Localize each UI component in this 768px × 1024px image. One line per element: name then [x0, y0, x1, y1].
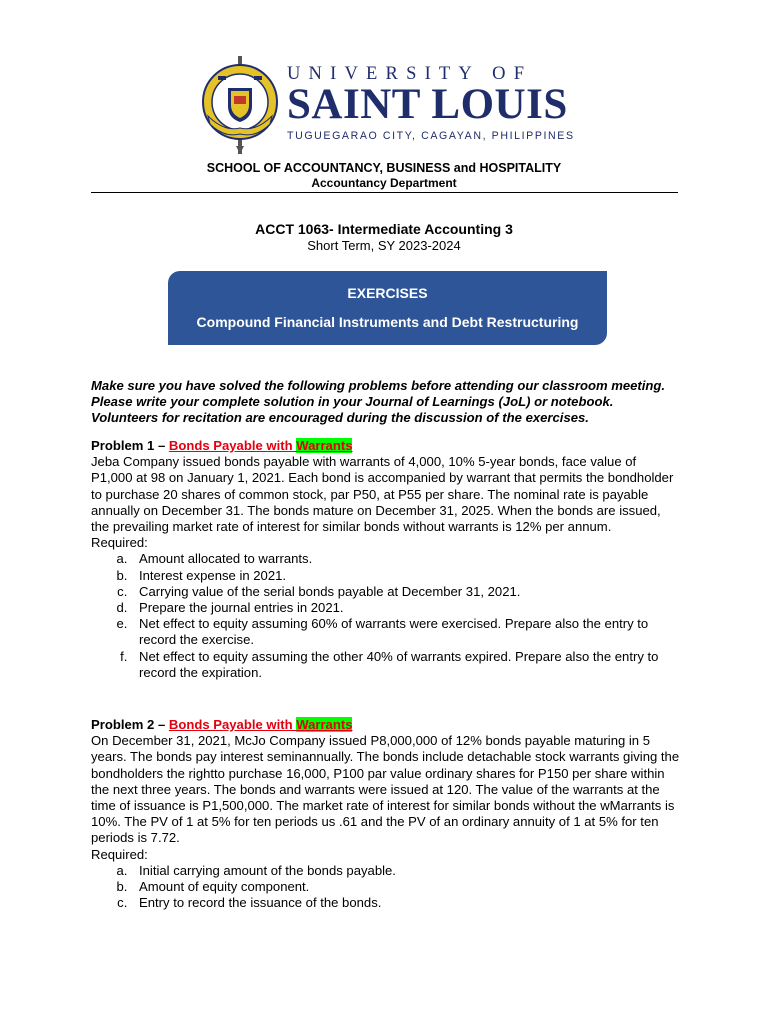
problem-topic-link[interactable]: [169, 717, 353, 732]
problem-body: Jeba Company issued bonds payable with warrants of 4,000, 10% 5-year bonds, face value of P1,000 at 98 on January 1, 2021. Each bond is accompanied by warrant that permits the bondholder to purchase 20 shares of common stock, par P50, at P55 per share. The nominal rate is payable annually on December 31. The bonds mature on December 31, 2025. When the bonds are issued, the prevailing market rate of interest for similar bonds without warrants is 12% per annum.: [91, 454, 674, 535]
list-item: b. Interest expense in 2021.: [131, 568, 681, 584]
department-name: Accountancy Department: [311, 176, 457, 190]
requirements-list: [91, 551, 681, 681]
header-divider: [91, 192, 678, 193]
university-location: TUGUEGARAO CITY, CAGAYAN, PHILIPPINES: [287, 130, 575, 142]
list-item: e. Net effect to equity assuming 60% of warrants were exercised. Prepare also the entry to record the exercise.: [131, 616, 681, 648]
university-name-line2: SAINT LOUIS: [287, 81, 568, 128]
problem-topic-text: Bonds Payable with: [168, 438, 297, 453]
problem-label: Problem 1 –: [91, 438, 169, 453]
course-term: Short Term, SY 2023-2024: [307, 238, 461, 253]
problem-heading: [91, 438, 681, 454]
university-seal-icon: [200, 54, 280, 156]
problem-topic-text: Bonds Payable with: [168, 717, 297, 732]
exercises-banner: [168, 271, 607, 345]
problem-1: [91, 438, 681, 681]
problem-topic-highlight: Warrants: [296, 717, 353, 732]
problem-label: Problem 2 –: [91, 717, 169, 732]
university-name-block: [287, 64, 575, 143]
problem-body: On December 31, 2021, McJo Company issued P8,000,000 of 12% bonds payable maturing in 5 years. The bonds pay interest seminannually. The bonds include detachable stock warrants giving the bondholders the rightto purchase 16,000, P100 par value ordinary shares for P150 per share within the next three years. The bonds and warrants were issued at 120. The value of the warrants at the time of issuance is P1,500,000. The market rate of interest for similar bonds without the wMarrants is 10%. The PV of 1 at 5% for ten periods us .61 and the PV of an ordinary annuity of 1 at 5% for ten periods is 7.72.: [91, 733, 680, 846]
instructions-paragraph: Make sure you have solved the following problems before attending our classroom meeting. Please write your complete solution in your Journal of Learnings (JoL) or notebook. Volunteers for recitation are encouraged during the discussion of the exercises.: [91, 378, 666, 426]
problem-heading: [91, 717, 681, 733]
course-title: ACCT 1063- Intermediate Accounting 3: [255, 221, 513, 237]
list-item: d. Prepare the journal entries in 2021.: [131, 600, 681, 616]
banner-subtitle: Compound Financial Instruments and Debt Restructuring: [196, 314, 579, 330]
university-name-line1: UNIVERSITY OF: [287, 64, 533, 84]
problem-topic-highlight: Warrants: [296, 438, 353, 453]
list-item: f. Net effect to equity assuming the other 40% of warrants expired. Prepare also the entry to record the expiration.: [131, 649, 681, 681]
requirements-list: [91, 863, 681, 912]
banner-title: EXERCISES: [347, 285, 428, 301]
school-name: SCHOOL OF ACCOUNTANCY, BUSINESS and HOSPITALITY: [206, 161, 562, 175]
required-label: Required:: [91, 846, 148, 862]
list-item: a. Amount allocated to warrants.: [131, 551, 681, 567]
list-item: b. Amount of equity component.: [131, 879, 681, 895]
list-item: c. Entry to record the issuance of the bonds.: [131, 895, 681, 911]
list-item: c. Carrying value of the serial bonds payable at December 31, 2021.: [131, 584, 681, 600]
problem-2: [91, 717, 681, 911]
problem-topic-link[interactable]: [169, 438, 353, 453]
required-label: Required:: [91, 535, 148, 551]
list-item: a. Initial carrying amount of the bonds payable.: [131, 863, 681, 879]
